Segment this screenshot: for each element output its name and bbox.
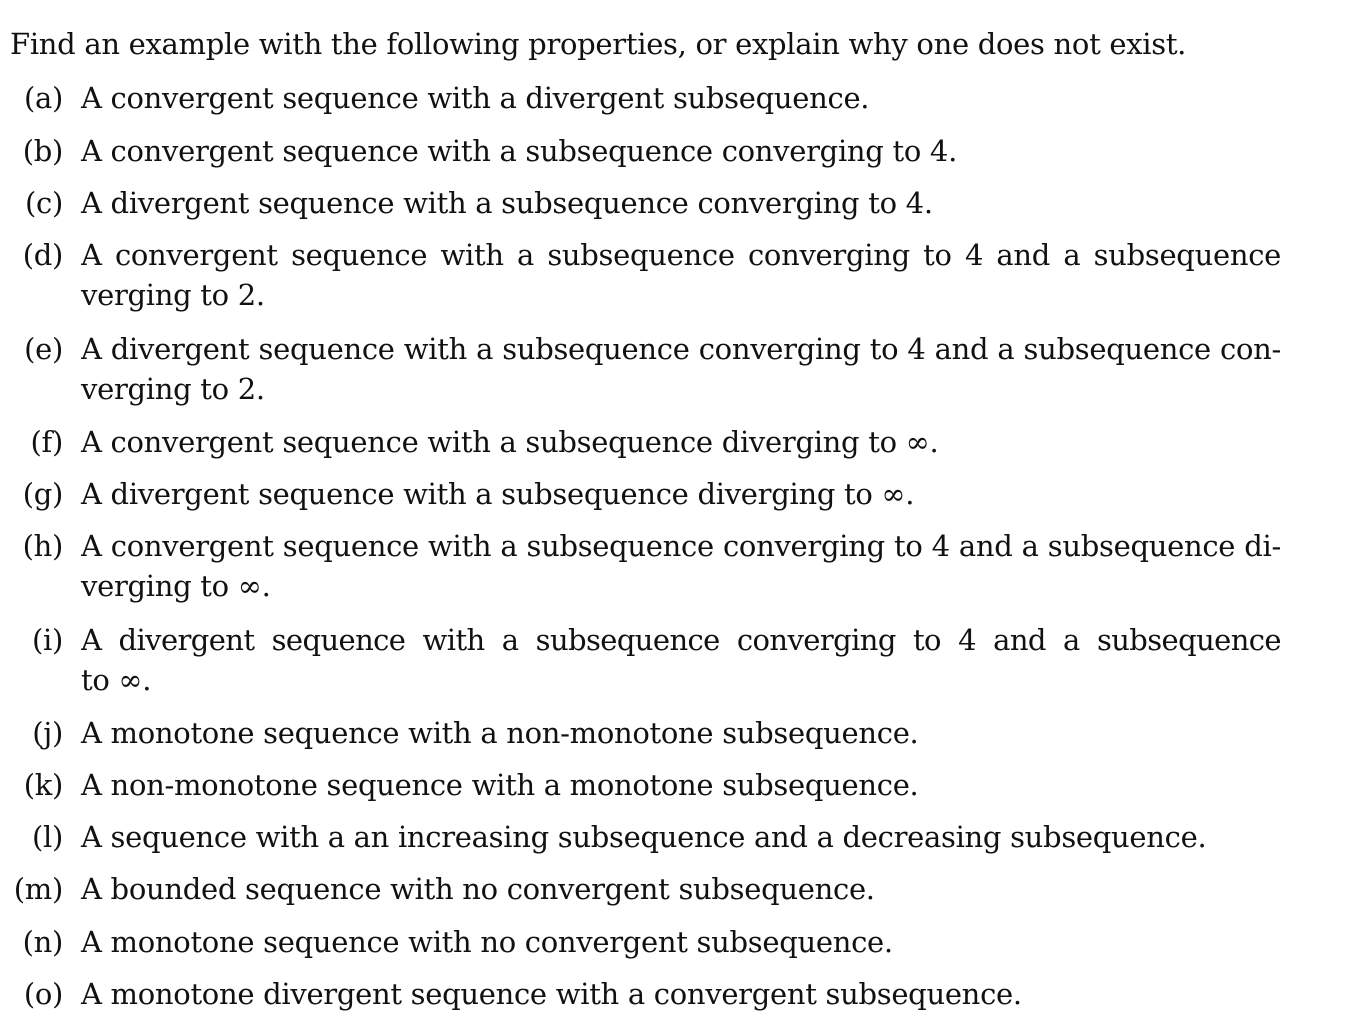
problem-text	[81, 526, 1281, 606]
problem-intro: Find an example with the following properties, or explain why one does not exist.	[10, 27, 1187, 61]
problem-label: (o)	[23, 977, 63, 1011]
problem-text	[81, 183, 1281, 223]
problem-text	[81, 713, 1281, 753]
problem-text-line: A divergent sequence with a subsequence diverging to ∞.	[81, 477, 915, 511]
problem-text-line: A convergent sequence with a subsequence converging to 4 and a subsequence	[81, 238, 1281, 272]
problem-label: (b)	[22, 134, 63, 168]
problem-text	[81, 474, 1281, 514]
problem-text-line: A convergent sequence with a subsequence converging to 4.	[81, 134, 957, 168]
problem-text	[81, 817, 1281, 857]
problem-label: (m)	[13, 872, 63, 906]
problem-label: (i)	[31, 623, 63, 657]
problem-text-line: A divergent sequence with a subsequence converging to 4.	[81, 186, 933, 220]
problem-label: (a)	[23, 81, 63, 115]
problem-text	[81, 131, 1281, 171]
problem-text-line: A convergent sequence with a subsequence converging to 4 and a subsequence di-	[81, 529, 1281, 563]
problem-text	[81, 765, 1281, 805]
problem-label: (n)	[22, 925, 63, 959]
problem-label: (f)	[30, 425, 63, 459]
problem-text-line: A sequence with a an increasing subsequence and a decreasing subsequence.	[81, 820, 1207, 854]
problem-text-line: A bounded sequence with no convergent subsequence.	[81, 872, 875, 906]
problem-text	[81, 869, 1281, 909]
problem-text	[81, 974, 1281, 1014]
problem-text-line: A convergent sequence with a subsequence diverging to ∞.	[81, 425, 939, 459]
problem-label: (k)	[23, 768, 63, 802]
problem-text	[81, 922, 1281, 962]
problem-text-line: A non-monotone sequence with a monotone subsequence.	[81, 768, 919, 802]
problem-text-line: A convergent sequence with a divergent subsequence.	[81, 81, 870, 115]
problem-label: (c)	[25, 186, 63, 220]
problem-label: (l)	[31, 820, 63, 854]
problem-label: (h)	[22, 529, 63, 563]
problem-text-line: A divergent sequence with a subsequence converging to 4 and a subsequence	[81, 623, 1281, 657]
problem-text-line: verging to 2.	[81, 278, 265, 312]
problem-text	[81, 422, 1281, 462]
problem-text-line: to ∞.	[81, 663, 152, 697]
problem-text-line: A monotone sequence with a non-monotone subsequence.	[81, 716, 919, 750]
problem-text-line: A monotone divergent sequence with a convergent subsequence.	[81, 977, 1022, 1011]
problem-text	[81, 235, 1281, 315]
problem-label: (d)	[22, 238, 63, 272]
problem-text-line: A divergent sequence with a subsequence converging to 4 and a subsequence con-	[81, 332, 1281, 366]
problem-label: (g)	[22, 477, 63, 511]
problem-text	[81, 329, 1281, 409]
problem-text-line: verging to ∞.	[81, 569, 271, 603]
problem-text-line: A monotone sequence with no convergent subsequence.	[81, 925, 893, 959]
problem-text	[81, 78, 1281, 118]
problem-label: (e)	[24, 332, 63, 366]
problem-label: (j)	[32, 716, 63, 750]
problem-text-line: verging to 2.	[81, 372, 265, 406]
problem-text	[81, 620, 1281, 700]
